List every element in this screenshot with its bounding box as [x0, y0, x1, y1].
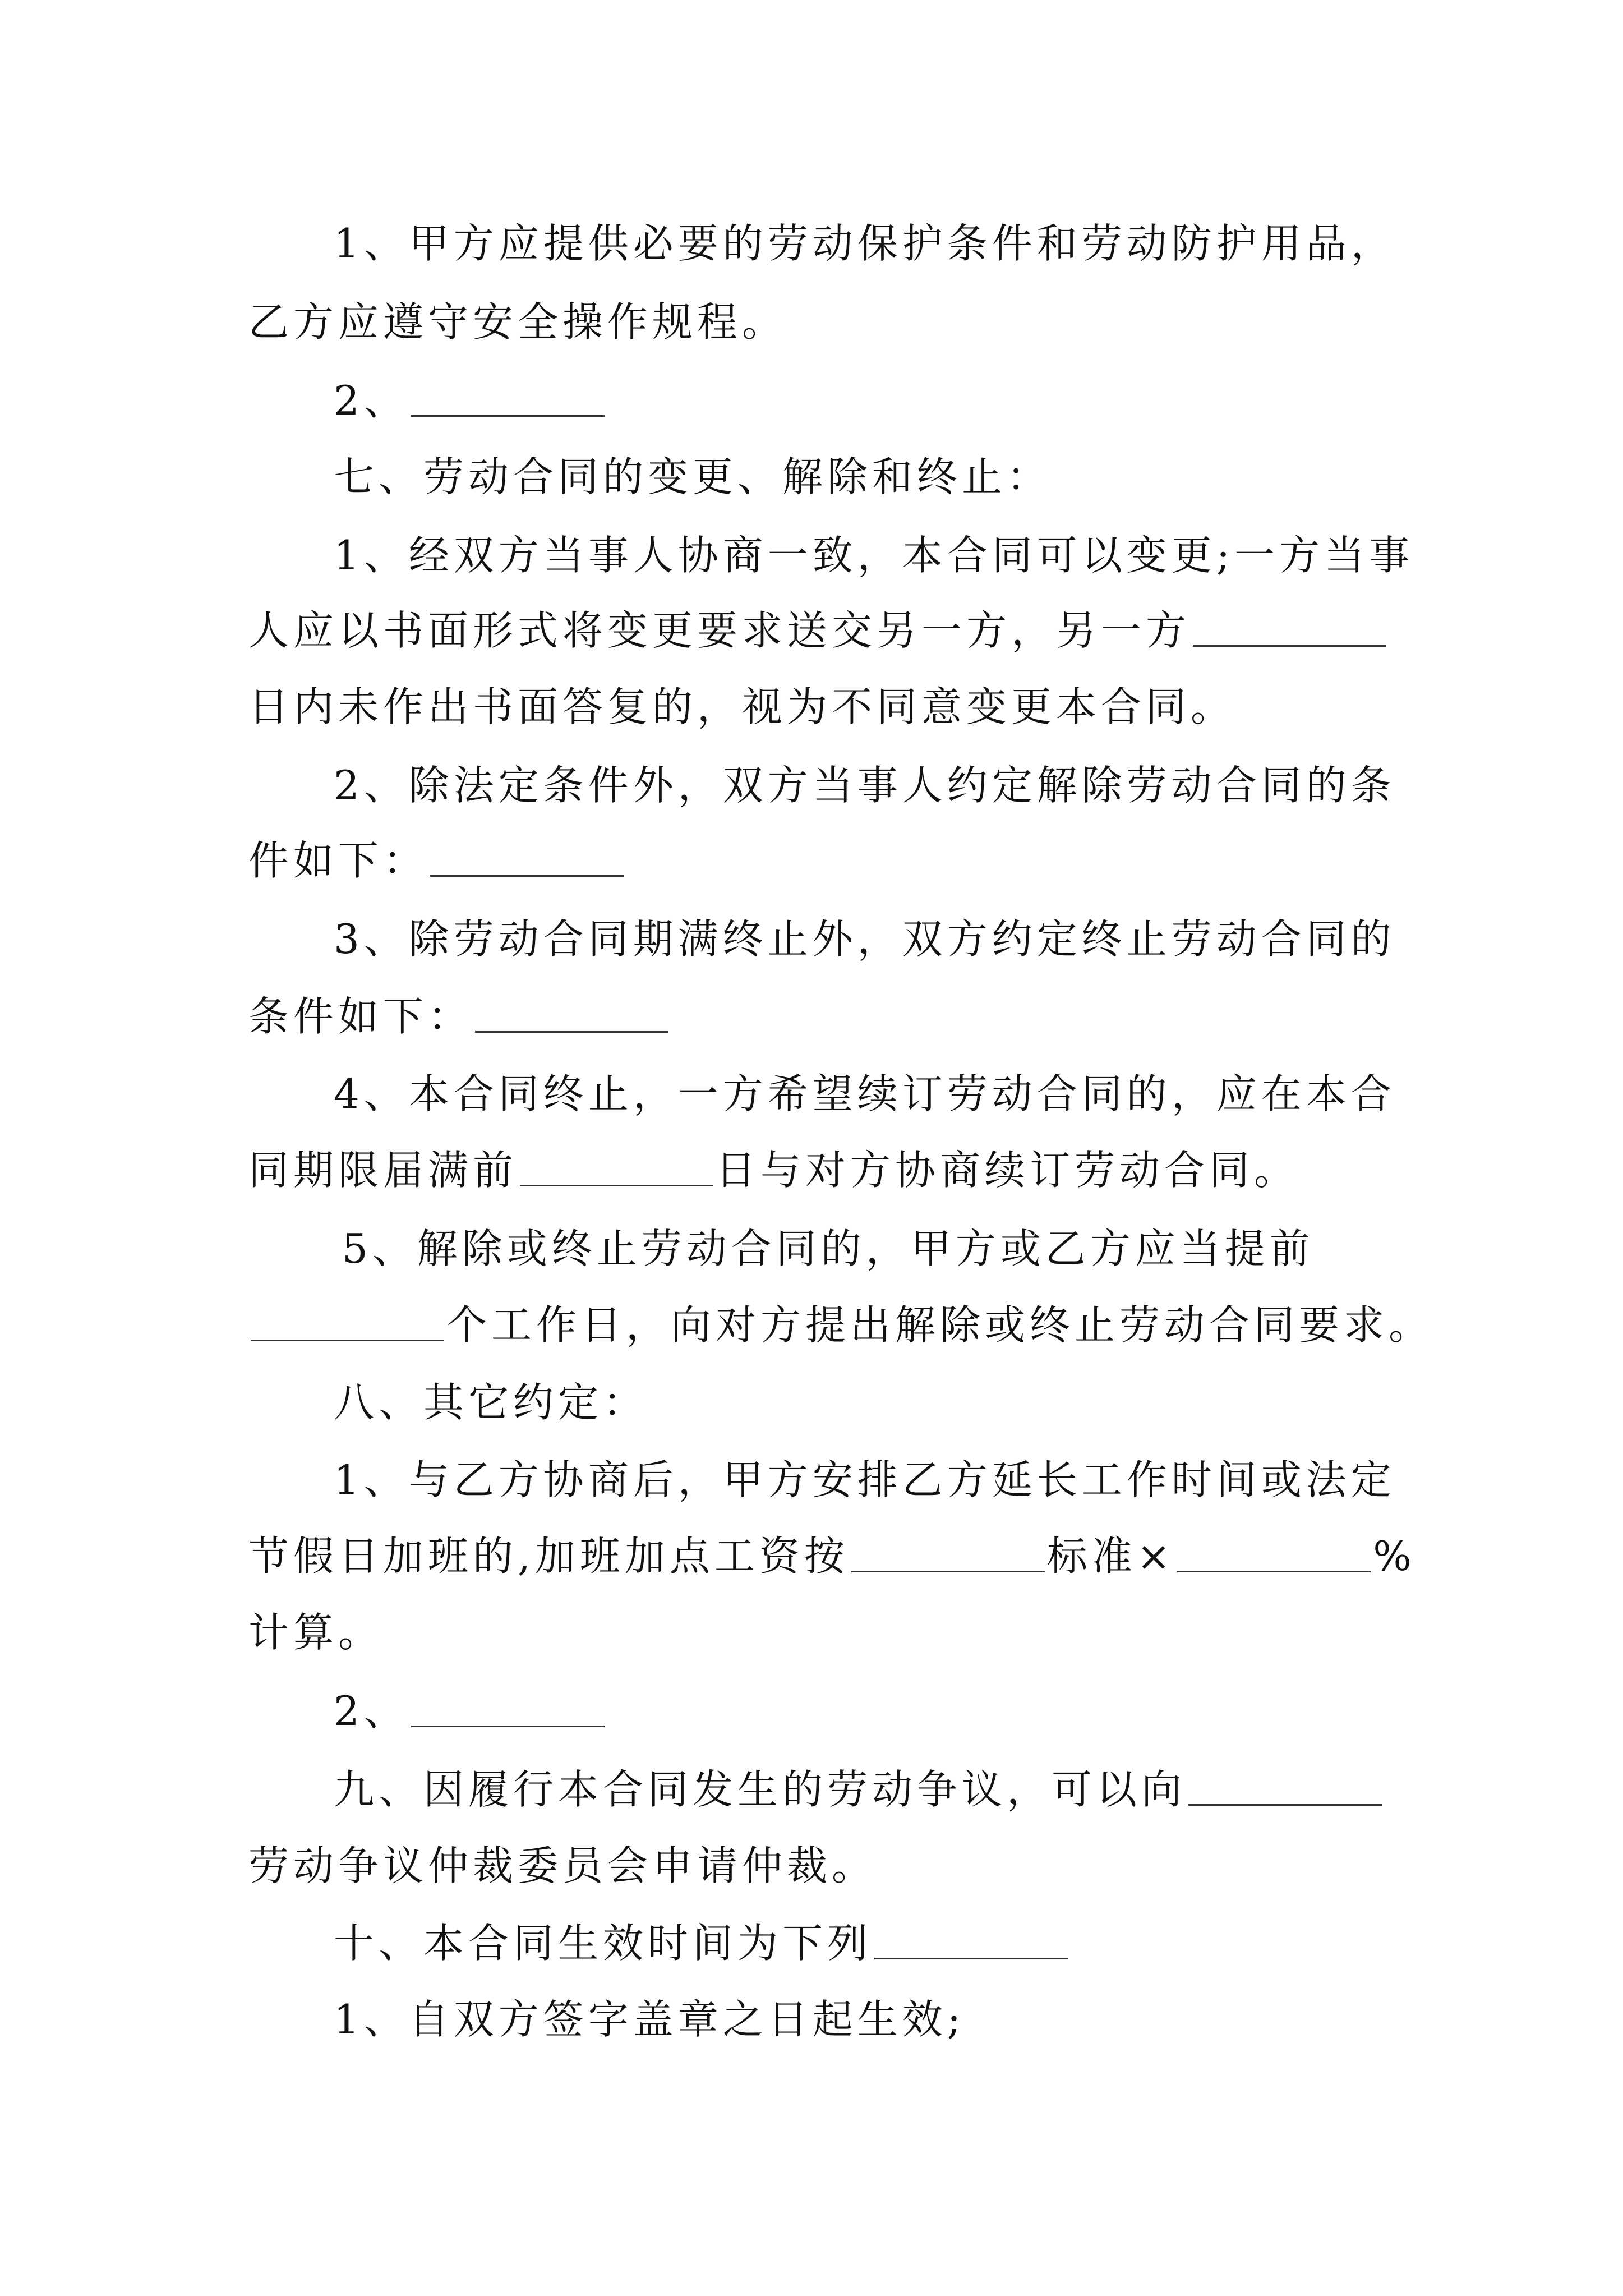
clause-7-3-line-1: 3、除劳动合同期满终止外，双方约定终止劳动合同的 [334, 915, 1396, 963]
clause-7-5-line-2-text: 个工作日，向对方提出解除或终止劳动合同要求。 [446, 1301, 1434, 1349]
section-10-heading [334, 1915, 1070, 1971]
blank-line [851, 1537, 1045, 1572]
blank-line [475, 997, 668, 1033]
clause-6-2-label: 2、 [334, 377, 409, 424]
blank-line [1177, 1537, 1371, 1572]
clause-7-5-line-2 [248, 1297, 1433, 1353]
clause-7-4-line-2 [248, 1142, 1299, 1198]
blank-line [874, 1924, 1068, 1959]
clause-7-4-line-2-text-b: 日与对方协商续订劳动合同。 [716, 1147, 1299, 1194]
section-8-heading: 八、其它约定： [334, 1379, 648, 1426]
clause-6-1-line-1: 1、甲方应提供必要的劳动保护条件和劳动防护用品， [334, 220, 1396, 267]
clause-8-1-line-1: 1、与乙方协商后，甲方安排乙方延长工作时间或法定 [334, 1456, 1396, 1503]
blank-line [411, 381, 605, 417]
blank-line [1193, 611, 1386, 647]
blank-line [520, 1151, 713, 1186]
clause-7-3-line-2 [248, 988, 671, 1045]
blank-line [1188, 1770, 1382, 1806]
blank-line [251, 1306, 444, 1341]
clause-7-1-line-2-text: 人应以书面形式将变更要求送交另一方，另一方 [248, 607, 1191, 654]
clause-6-1-line-2: 乙方应遵守安全操作规程。 [248, 298, 787, 346]
clause-7-5-line-1: 5、解除或终止劳动合同的，甲方或乙方应当提前 [342, 1225, 1315, 1272]
clause-8-2-label: 2、 [334, 1687, 409, 1734]
clause-6-2 [334, 372, 607, 429]
section-9-line-1 [334, 1761, 1384, 1818]
clause-8-1-line-2-text-a: 节假日加班的,加班加点工资按 [248, 1533, 849, 1580]
clause-7-2-line-2-text: 件如下： [248, 837, 428, 884]
section-7-heading: 七、劳动合同的变更、解除和终止： [334, 453, 1052, 500]
clause-8-1-line-2-text-b: 标准× [1046, 1533, 1175, 1580]
percent-sign: % [1373, 1533, 1416, 1580]
clause-7-4-line-2-text-a: 同期限届满前 [248, 1147, 518, 1194]
clause-8-1-line-2 [248, 1528, 1416, 1584]
clause-7-3-line-2-text: 条件如下： [248, 993, 473, 1040]
section-10-heading-text: 十、本合同生效时间为下列 [334, 1920, 873, 1967]
blank-line [411, 1692, 605, 1727]
section-9-line-1-text: 九、因履行本合同发生的劳动争议，可以向 [334, 1766, 1187, 1813]
blank-line [430, 841, 624, 877]
clause-7-1-line-1: 1、经双方当事人协商一致，本合同可以变更;一方当事 [334, 532, 1414, 579]
clause-8-1-line-3: 计算。 [248, 1609, 384, 1656]
clause-10-1: 1、自双方签字盖章之日起生效; [334, 1996, 966, 2043]
clause-7-2-line-2 [248, 832, 626, 889]
clause-7-4-line-1: 4、本合同终止，一方希望续订劳动合同的，应在本合 [334, 1070, 1396, 1117]
clause-7-1-line-3: 日内未作出书面答复的，视为不同意变更本合同。 [248, 683, 1236, 730]
clause-8-2 [334, 1683, 607, 1739]
section-9-line-2: 劳动争议仲裁委员会申请仲裁。 [248, 1842, 877, 1889]
clause-7-1-line-2 [248, 602, 1389, 659]
clause-7-2-line-1: 2、除法定条件外，双方当事人约定解除劳动合同的条 [334, 762, 1396, 809]
